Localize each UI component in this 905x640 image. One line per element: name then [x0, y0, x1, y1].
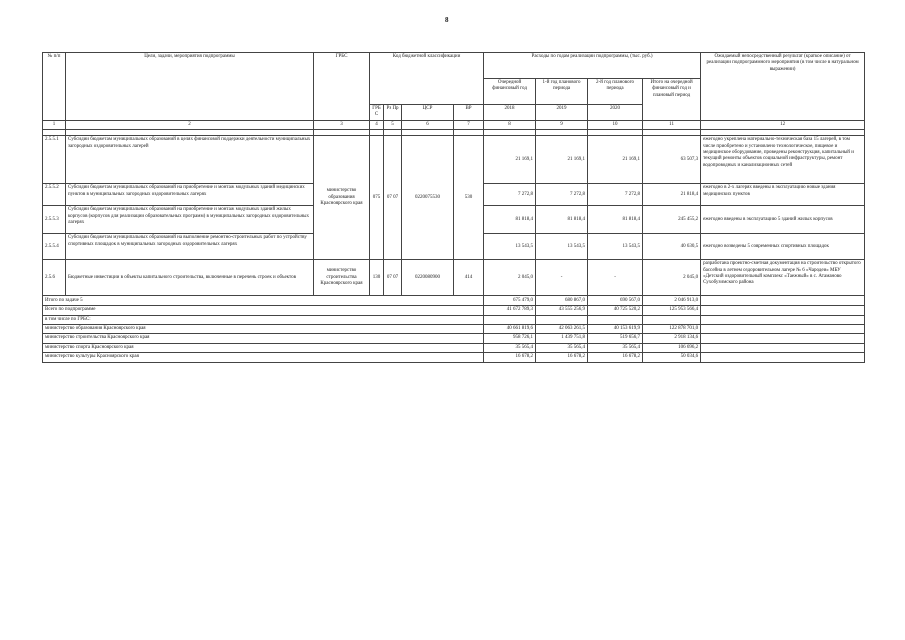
summary-year3: [588, 315, 643, 324]
summary-year3: 40 153 619,9: [588, 325, 643, 334]
row-year1: 2 045,0: [484, 260, 536, 296]
row-result: ежегодно возведены 5 современных спортивных площадок: [701, 234, 865, 260]
summary-year1: 958 726,1: [484, 334, 536, 343]
column-number: 1: [43, 120, 66, 129]
row-name: Бюджетные инвестиции в объекты капитального строительства, включенные в перечень строек и объектов: [66, 260, 314, 296]
task-total-row: [43, 296, 865, 306]
row-year3: 7 272,8: [588, 184, 643, 206]
row-year2: 21 169,1: [536, 136, 588, 184]
row-total: 21 818,4: [643, 184, 701, 206]
column-number: 11: [643, 120, 701, 129]
summary-label: министерство спорта Красноярского края: [43, 343, 484, 352]
summary-year3: 519 656,7: [588, 334, 643, 343]
column-number: 8: [484, 120, 536, 129]
row-name: Субсидии бюджетам муниципальных образований в целях финансовой поддержки деятельности муниципальных загородных оздоровительных лагерей: [66, 136, 314, 184]
program-activities-table: [42, 52, 865, 363]
header-csr: ЦСР: [402, 105, 454, 121]
row-year2: 13 543,5: [536, 234, 588, 260]
header-result: Ожидаемый непосредственный результат (краткое описание) от реализации подпрограммного мероприятия (в том числе в натуральном выражении): [701, 53, 865, 121]
task-total-year3: 690 567,0: [588, 296, 643, 306]
column-number: 10: [588, 120, 643, 129]
summary-year1: [484, 315, 536, 324]
header-expenses: Расходы по годам реализации подпрограммы, (тыс. руб.): [484, 53, 701, 79]
header-year1-label: Очередной финансовый год: [484, 79, 536, 105]
header-num: № п/п: [43, 53, 66, 121]
row-csr: 0220075530: [402, 136, 454, 260]
row-vr: 530: [454, 136, 484, 260]
row-number: 2.5.5.3: [43, 206, 66, 234]
header-vr: ВР: [454, 105, 484, 121]
summary-label: Всего по подпрограмме: [43, 306, 484, 315]
header-budget-code: Код бюджетной классификации: [370, 53, 484, 105]
summary-year1: 35 565,4: [484, 343, 536, 352]
summary-label: министерство культуры Красноярского края: [43, 353, 484, 362]
row-result: ежегодно укреплена материально-техническая база 15 лагерей, в том числе приобретено и установлено технологическое, пищевое и медицинское оборудование, проведены реконструкция, капитальный и текущий ремонты объектов социальной инфраструктуры, ремонт водопроводных и канализационных сетей: [701, 136, 865, 184]
summary-total: 2 918 134,6: [643, 334, 701, 343]
summary-row: [43, 334, 865, 343]
row-year2: 7 272,8: [536, 184, 588, 206]
summary-year3: 35 565,4: [588, 343, 643, 352]
row-year2: -: [536, 260, 588, 296]
table-row: [43, 136, 865, 184]
summary-year2: 35 565,4: [536, 343, 588, 352]
row-year1: 7 272,8: [484, 184, 536, 206]
row-total: 63 507,3: [643, 136, 701, 184]
task-total-label: Итого по задаче 5: [43, 296, 484, 306]
row-year2: 81 818,4: [536, 206, 588, 234]
header-grbs-code: ГРБС: [370, 105, 384, 121]
summary-year1: 40 661 819,6: [484, 325, 536, 334]
header-year2: 2019: [536, 105, 588, 121]
header-year3-label: 2-й год планового периода: [588, 79, 643, 105]
row-csr: 0220080900: [402, 260, 454, 296]
row-total: 40 630,5: [643, 234, 701, 260]
row-number: 2.5.6: [43, 260, 66, 296]
summary-total: 50 034,6: [643, 353, 701, 362]
summary-label: министерство строительства Красноярского края: [43, 334, 484, 343]
summary-year3: 40 725 520,2: [588, 306, 643, 315]
table-row: [43, 260, 865, 296]
column-number: 3: [314, 120, 370, 129]
row-year1: 81 818,4: [484, 206, 536, 234]
summary-row: [43, 315, 865, 324]
summary-label: в том числе по ГРБС:: [43, 315, 484, 324]
row-year3: 21 169,1: [588, 136, 643, 184]
row-name: Субсидии бюджетам муниципальных образований на выполнение ремонтно-строительных работ по устройству спортивных площадок в муниципальных загородных оздоровительных лагерях: [66, 234, 314, 260]
column-number: 2: [66, 120, 314, 129]
header-grbs: ГРБС: [314, 53, 370, 121]
row-grbs-code: 130: [370, 260, 384, 296]
row-number: 2.5.5.2: [43, 184, 66, 206]
summary-total: [643, 315, 701, 324]
task-total-year1: 675 479,0: [484, 296, 536, 306]
summary-year2: 16 678,2: [536, 353, 588, 362]
header-total: Итого на очередной финансовый год и плановый период: [643, 79, 701, 121]
row-vr: 414: [454, 260, 484, 296]
row-name: Субсидии бюджетам муниципальных образований на приобретение и монтаж модульных зданий жилых корпусов (корпусов для реализации образовательных программ) в муниципальных загородных оздоровительных лагерях: [66, 206, 314, 234]
column-number: 6: [402, 120, 454, 129]
row-total: 245 455,2: [643, 206, 701, 234]
summary-year3: 16 678,2: [588, 353, 643, 362]
column-number: 7: [454, 120, 484, 129]
header-year2-label: 1-й год планового периода: [536, 79, 588, 105]
column-number: 9: [536, 120, 588, 129]
summary-year2: 1 439 751,8: [536, 334, 588, 343]
summary-label: министерство образования Красноярского края: [43, 325, 484, 334]
row-grbs: министерство строительства Красноярского края: [314, 260, 370, 296]
task-total-total: 2 046 913,0: [643, 296, 701, 306]
row-result: разработана проектно-сметная документация на строительство открытого бассейна в летнем оздоровительном лагере № 6 «Чародеи» МБУ «Детский оздоровительный комплекс «Таежный» в с. Атаманово Сухобузимского района: [701, 260, 865, 296]
row-rzpr: 07 07: [384, 136, 402, 260]
summary-year1: 41 672 789,3: [484, 306, 536, 315]
column-number: 5: [384, 120, 402, 129]
summary-year1: 16 678,2: [484, 353, 536, 362]
summary-total: 106 696,2: [643, 343, 701, 352]
summary-row: [43, 353, 865, 362]
header-year3: 2020: [588, 105, 643, 121]
summary-row: [43, 343, 865, 352]
row-year1: 13 543,5: [484, 234, 536, 260]
summary-row: [43, 306, 865, 315]
header-year1: 2018: [484, 105, 536, 121]
header-goals: Цели, задачи, мероприятия подпрограммы: [66, 53, 314, 121]
row-number: 2.5.5.4: [43, 234, 66, 260]
row-year3: 13 543,5: [588, 234, 643, 260]
summary-year2: 42 063 261,5: [536, 325, 588, 334]
row-total: 2 045,0: [643, 260, 701, 296]
row-year3: -: [588, 260, 643, 296]
summary-total: 122 878 701,0: [643, 325, 701, 334]
summary-year2: 43 555 256,9: [536, 306, 588, 315]
task-total-year2: 680 867,0: [536, 296, 588, 306]
row-result: ежегодно в 2-х лагерях введены в эксплуатацию новые здания медицинских пунктов: [701, 184, 865, 206]
row-year3: 81 818,4: [588, 206, 643, 234]
row-grbs-code: 075: [370, 136, 384, 260]
header-rzpr: Рз Пр: [384, 105, 402, 121]
column-number: 4: [370, 120, 384, 129]
summary-year2: [536, 315, 588, 324]
row-result: ежегодно введены в эксплуатацию 5 зданий жилых корпусов: [701, 206, 865, 234]
row-number: 2.5.5.1: [43, 136, 66, 184]
row-rzpr: 07 07: [384, 260, 402, 296]
row-grbs: министерство образования Красноярского края: [314, 136, 370, 260]
summary-row: [43, 325, 865, 334]
row-year1: 21 169,1: [484, 136, 536, 184]
summary-total: 125 953 566,4: [643, 306, 701, 315]
column-number: 12: [701, 120, 865, 129]
row-name: Субсидии бюджетам муниципальных образований на приобретение и монтаж модульных зданий медицинских пунктов в муниципальных загородных оздоровительных лагерях: [66, 184, 314, 206]
page-number: 8: [445, 16, 449, 24]
